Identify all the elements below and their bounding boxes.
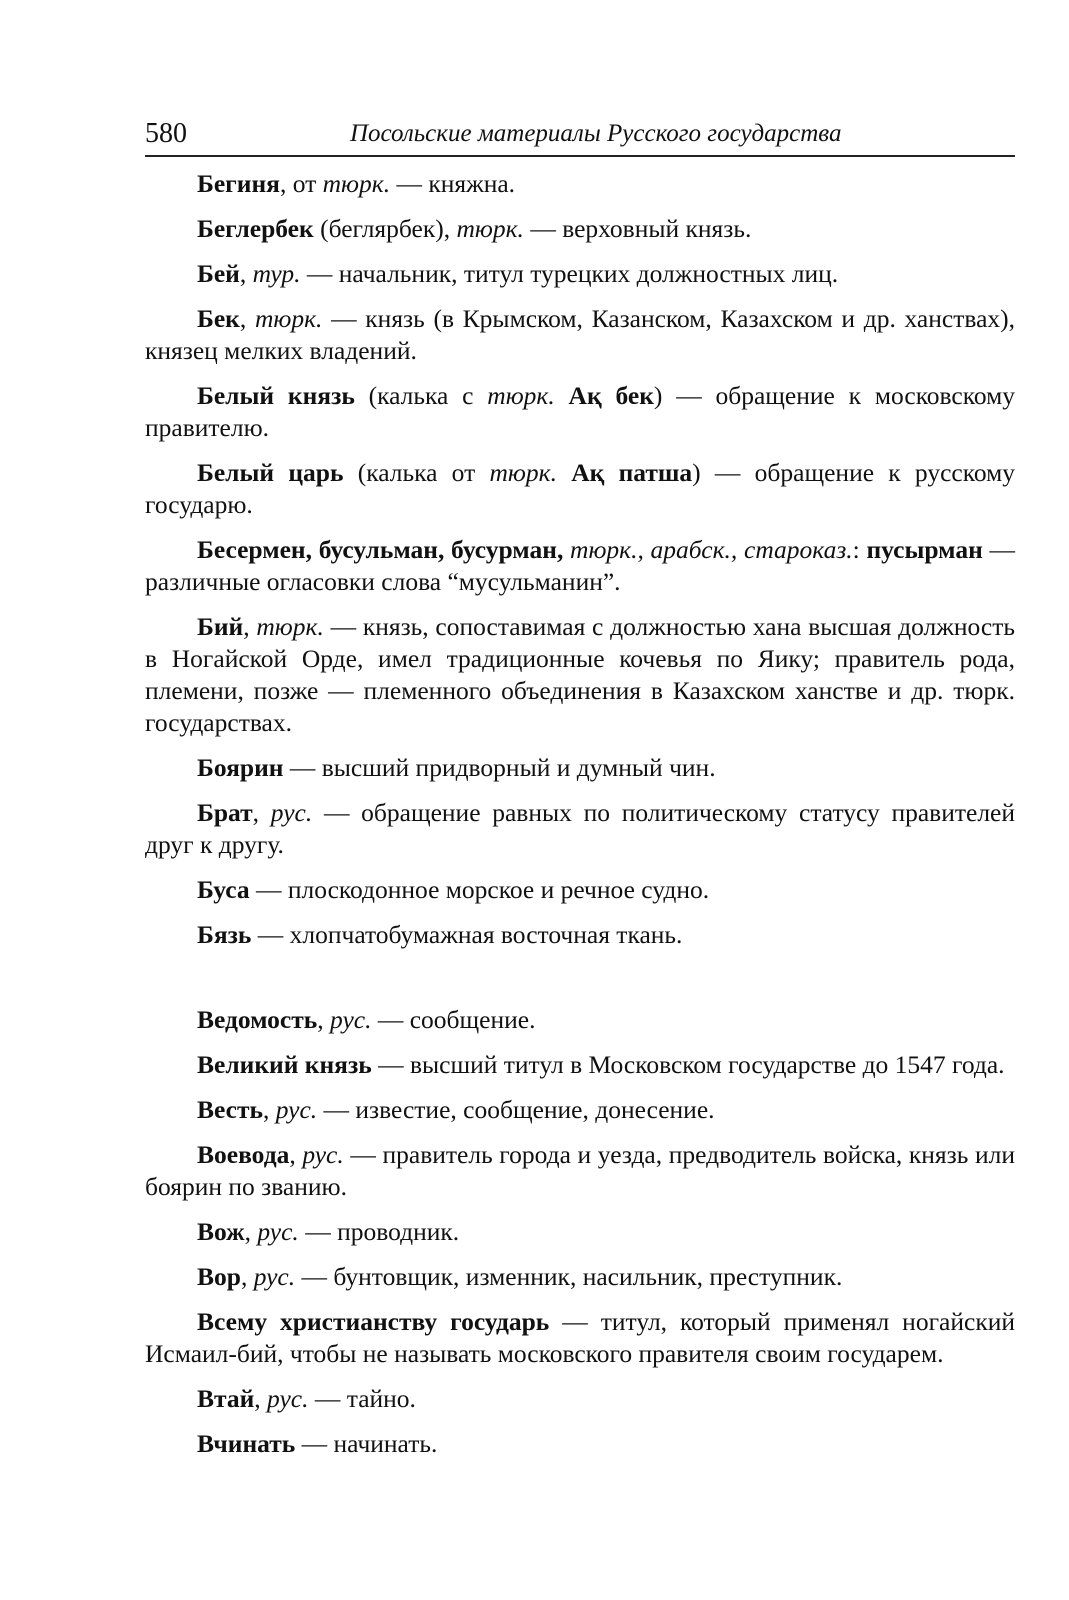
headword: Белый князь bbox=[197, 381, 355, 410]
entry-label: рус. bbox=[257, 1217, 299, 1246]
entry-text: — различные огласовки слова “мусульманин”. bbox=[145, 535, 1015, 596]
entry-text bbox=[555, 381, 569, 410]
headword: Беглербек bbox=[197, 214, 314, 243]
glossary-entry bbox=[145, 303, 1015, 367]
glossary-entry bbox=[145, 213, 1015, 245]
page-number: 580 bbox=[145, 118, 187, 149]
headword: Вчинать bbox=[197, 1429, 296, 1458]
glossary-entry bbox=[145, 168, 1015, 200]
entry-label: рус. bbox=[253, 1262, 296, 1291]
headword: Бек bbox=[197, 304, 240, 333]
headword-secondary: пусырман bbox=[866, 535, 983, 564]
glossary-entry bbox=[145, 534, 1015, 598]
section-gap bbox=[145, 964, 1015, 1004]
entry-label: тюрк. bbox=[322, 169, 391, 198]
headword: Боярин bbox=[197, 753, 284, 782]
entry-text: — обращение равных по политическому статусу правителей друг к другу. bbox=[145, 798, 1016, 859]
entry-label: тюрк. bbox=[256, 612, 324, 641]
glossary-section-v bbox=[145, 1004, 1015, 1460]
entry-label: тюрк. bbox=[456, 214, 524, 243]
entry-text: — княжна. bbox=[390, 169, 516, 198]
glossary-entry bbox=[145, 797, 1015, 861]
glossary-entry bbox=[145, 1004, 1015, 1036]
headword: Бязь bbox=[197, 920, 252, 949]
entry-text: — тайно. bbox=[308, 1384, 416, 1413]
entry-text: ) — обращение к русскому государю. bbox=[145, 458, 1015, 519]
entry-text: — сообщение. bbox=[371, 1005, 536, 1034]
headword-secondary: Ақ бек bbox=[568, 381, 654, 410]
entry-text bbox=[557, 458, 571, 487]
entry-text: — верховный князь. bbox=[523, 214, 752, 243]
entry-text: — начальник, титул турецких должностных лиц. bbox=[300, 259, 839, 288]
headword: Ведомость bbox=[197, 1005, 318, 1034]
entry-text: , bbox=[239, 259, 253, 288]
entry-text: — правитель города и уезда, предводитель войска, князь или боярин по званию. bbox=[145, 1140, 1015, 1201]
glossary-entry bbox=[145, 611, 1015, 739]
entry-text: , bbox=[239, 304, 255, 333]
glossary-entry bbox=[145, 457, 1015, 521]
entry-text: — плоскодонное морское и речное судно. bbox=[249, 875, 710, 904]
entry-label: рус. bbox=[270, 798, 313, 827]
entry-text: , bbox=[243, 612, 257, 641]
header-rule bbox=[145, 155, 1015, 157]
headword: Бегиня bbox=[197, 169, 280, 198]
entry-label: рус. bbox=[330, 1005, 372, 1034]
entry-text: , bbox=[317, 1005, 331, 1034]
entry-text: — начинать. bbox=[295, 1429, 438, 1458]
glossary-entry bbox=[145, 1428, 1015, 1460]
headword: Бей bbox=[197, 259, 240, 288]
entry-text: , bbox=[240, 1262, 254, 1291]
glossary-entry bbox=[145, 1261, 1015, 1293]
entry-text: — князь, сопоставимая с должностью хана высшая должность в Ногайской Орде, имел традиционные кочевья по Яику; правитель рода, племени, позже — племенного объединения в Казахском ханстве и др. тюрк. государствах. bbox=[145, 612, 1015, 737]
glossary-entry bbox=[145, 752, 1015, 784]
entry-text: , bbox=[244, 1217, 258, 1246]
glossary-entry bbox=[145, 874, 1015, 906]
entry-text: (калька от bbox=[343, 458, 490, 487]
entry-text: : bbox=[852, 535, 867, 564]
entry-label: тюрк. bbox=[487, 381, 555, 410]
headword: Вож bbox=[197, 1217, 245, 1246]
entry-text: — бунтовщик, изменник, насильник, преступник. bbox=[295, 1262, 843, 1291]
headword: Белый царь bbox=[197, 458, 344, 487]
glossary-entry bbox=[145, 258, 1015, 290]
headword: Втай bbox=[197, 1384, 255, 1413]
running-title: Посольские материалы Русского государства bbox=[350, 120, 842, 147]
glossary-entry bbox=[145, 1216, 1015, 1248]
headword: Буса bbox=[197, 875, 250, 904]
headword: Брат bbox=[197, 798, 253, 827]
glossary-entry bbox=[145, 919, 1015, 951]
glossary-entry bbox=[145, 1139, 1015, 1203]
glossary-entry bbox=[145, 1049, 1015, 1081]
headword: Весть bbox=[197, 1095, 263, 1124]
entry-text: — князь (в Крымском, Казанском, Казахском и др. ханствах), князец мелких владений. bbox=[145, 304, 1016, 365]
entry-text: — высший титул в Московском государстве до 1547 года. bbox=[371, 1050, 1005, 1079]
headword: Вор bbox=[197, 1262, 241, 1291]
glossary-entry bbox=[145, 1306, 1015, 1370]
entry-text: , от bbox=[279, 169, 323, 198]
entry-text: — высший придворный и думный чин. bbox=[283, 753, 716, 782]
glossary-entry bbox=[145, 380, 1015, 444]
entry-text: (беглярбек), bbox=[313, 214, 457, 243]
entry-label: тюрк. bbox=[254, 304, 323, 333]
entry-label: тюрк., арабск., староказ. bbox=[570, 535, 853, 564]
entry-text: , bbox=[289, 1140, 303, 1169]
entry-label: тур. bbox=[252, 259, 301, 288]
entry-text: , bbox=[262, 1095, 276, 1124]
headword: Великий князь bbox=[197, 1050, 372, 1079]
entry-text: , bbox=[254, 1384, 268, 1413]
entry-text: — титул, который применял ногайский Исмаил-бий, чтобы не называть московского правителя своим государем. bbox=[145, 1307, 1015, 1368]
glossary-entry bbox=[145, 1094, 1015, 1126]
entry-label: рус. bbox=[275, 1095, 318, 1124]
headword: Бесермен, бусульман, бусурман, bbox=[197, 535, 564, 564]
entry-label: тюрк. bbox=[489, 458, 557, 487]
headword-secondary: Ақ патша bbox=[571, 458, 693, 487]
entry-text: ) — обращение к московскому правителю. bbox=[145, 381, 1015, 442]
entry-text: (калька с bbox=[354, 381, 488, 410]
glossary-body bbox=[145, 168, 1015, 1473]
entry-text: — проводник. bbox=[298, 1217, 460, 1246]
glossary-entry bbox=[145, 1383, 1015, 1415]
entry-text: — известие, сообщение, донесение. bbox=[317, 1095, 715, 1124]
entry-label: рус. bbox=[267, 1384, 309, 1413]
page-header bbox=[145, 118, 1015, 154]
entry-text: , bbox=[252, 798, 271, 827]
glossary-section-b bbox=[145, 168, 1015, 951]
entry-text: — хлопчатобумажная восточная ткань. bbox=[251, 920, 683, 949]
entry-label: рус. bbox=[302, 1140, 344, 1169]
headword: Бий bbox=[197, 612, 244, 641]
headword: Всему христианству государь bbox=[197, 1307, 550, 1336]
headword: Воевода bbox=[197, 1140, 290, 1169]
